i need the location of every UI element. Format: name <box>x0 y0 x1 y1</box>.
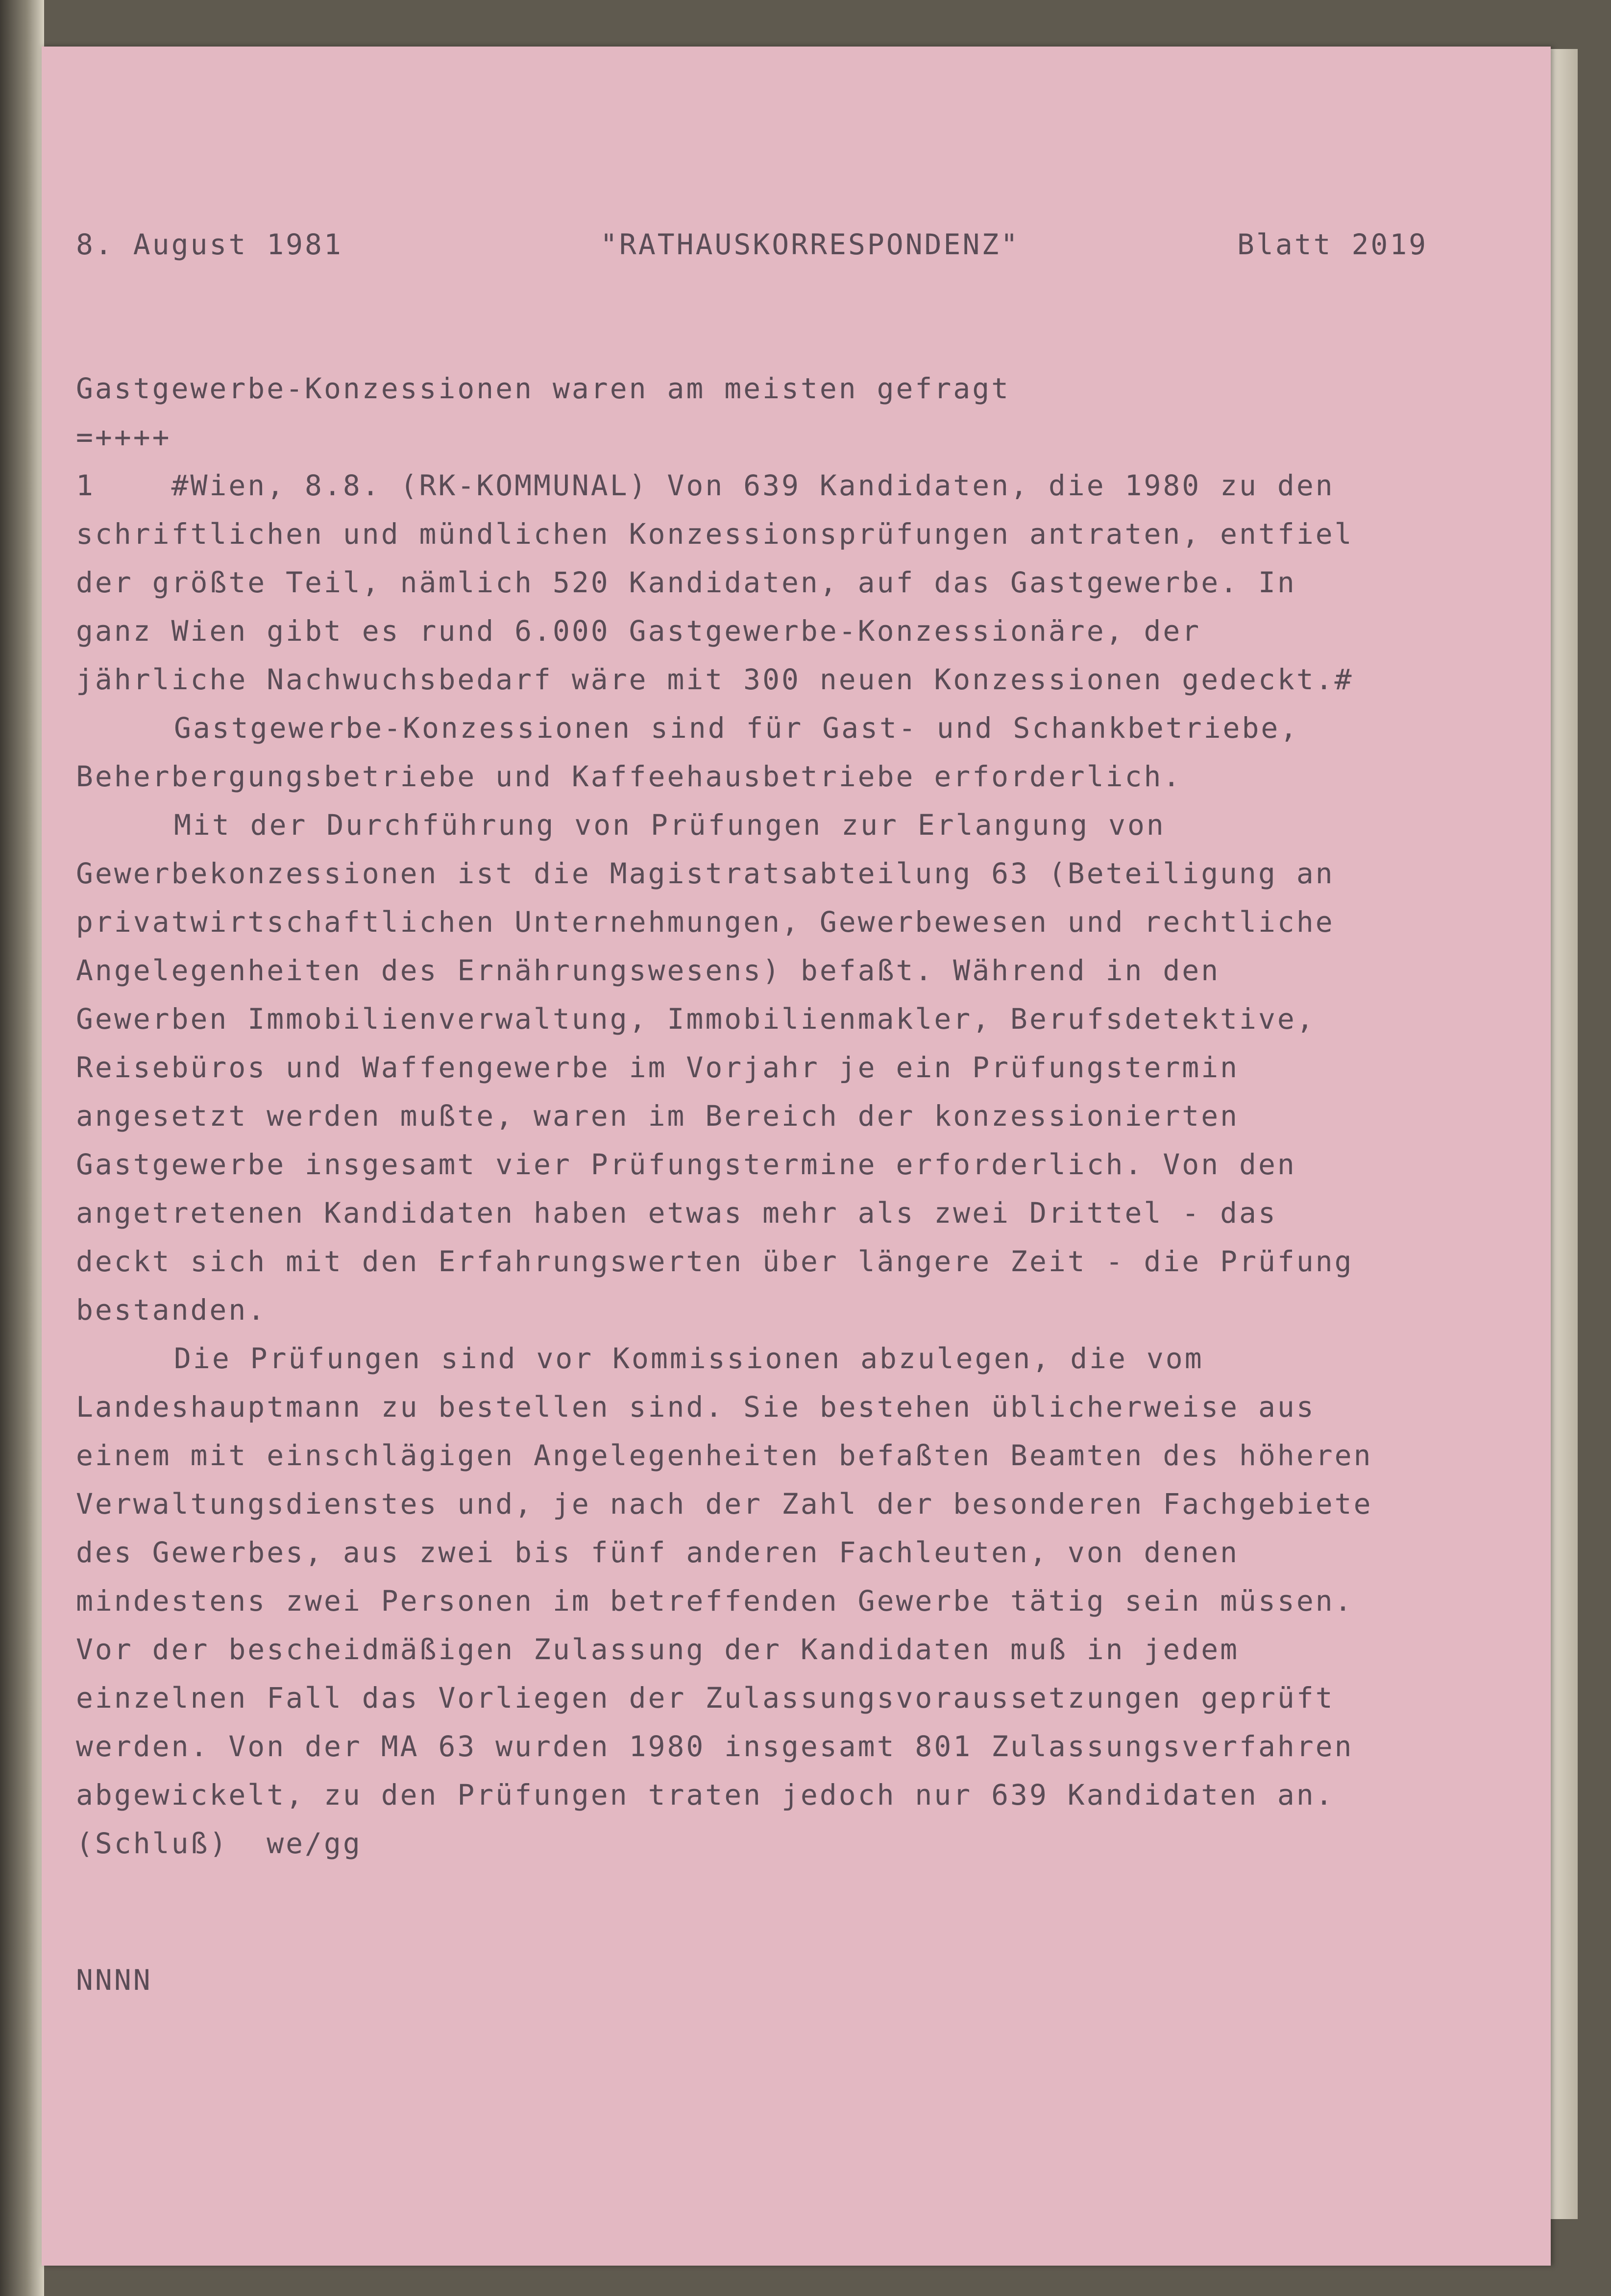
body-line: Angelegenheiten des Ernährungswesens) befaßt. Während in den <box>76 954 1220 987</box>
body-line: Landeshauptmann zu bestellen sind. Sie bestehen üblicherweise aus <box>76 1390 1316 1424</box>
body-line: Die Prüfungen sind vor Kommissionen abzulegen, die vom <box>174 1342 1204 1375</box>
body-line: Beherbergungsbetriebe und Kaffeehausbetriebe erforderlich. <box>76 760 1182 793</box>
body-line: der größte Teil, nämlich 520 Kandidaten, auf das Gastgewerbe. In <box>76 566 1296 599</box>
body-line: Gewerbekonzessionen ist die Magistratsabteilung 63 (Beteiligung an <box>76 857 1335 890</box>
body-line: privatwirtschaftlichen Unternehmungen, Gewerbewesen und rechtliche <box>76 905 1335 939</box>
body-line: einzelnen Fall das Vorliegen der Zulassungsvoraussetzungen geprüft <box>76 1681 1335 1715</box>
body-line: Mit der Durchführung von Prüfungen zur Erlangung von <box>174 808 1166 842</box>
body-line: Verwaltungsdienstes und, je nach der Zahl der besonderen Fachgebiete <box>76 1487 1373 1521</box>
body-line: jährliche Nachwuchsbedarf wäre mit 300 neuen Konzessionen gedeckt.# <box>76 663 1354 696</box>
body-line: angesetzt werden mußte, waren im Bereich der konzessionierten <box>76 1099 1240 1133</box>
body-line: Gastgewerbe-Konzessionen sind für Gast- und Schankbetriebe, <box>174 711 1299 745</box>
body-line: (Schluß) we/gg <box>76 1827 362 1860</box>
body-line: abgewickelt, zu den Prüfungen traten jedoch nur 639 Kandidaten an. <box>76 1778 1335 1812</box>
body-line: mindestens zwei Personen im betreffenden Gewerbe tätig sein müssen. <box>76 1584 1354 1618</box>
body-line: deckt sich mit den Erfahrungswerten über längere Zeit - die Prüfung <box>76 1245 1354 1278</box>
header-date: 8. August 1981 <box>76 228 343 261</box>
header-sheet-number: Blatt 2019 <box>1237 228 1428 261</box>
book-binding <box>0 0 44 2296</box>
body-line: 1 #Wien, 8.8. (RK-KOMMUNAL) Von 639 Kandidaten, die 1980 zu den <box>76 469 1335 502</box>
article-marker: =++++ <box>76 420 171 454</box>
body-line: einem mit einschlägigen Angelegenheiten befaßten Beamten des höheren <box>76 1439 1373 1472</box>
body-line: Vor der bescheidmäßigen Zulassung der Kandidaten muß in jedem <box>76 1633 1240 1666</box>
article-title: Gastgewerbe-Konzessionen waren am meisten gefragt <box>76 372 1011 405</box>
body-line: Gastgewerbe insgesamt vier Prüfungstermine erforderlich. Von den <box>76 1148 1296 1181</box>
header-publication: "RATHAUSKORRESPONDENZ" <box>600 228 1020 261</box>
end-mark: NNNN <box>76 1963 152 1997</box>
body-line: schriftlichen und mündlichen Konzessionsprüfungen antraten, entfiel <box>76 517 1354 551</box>
body-line: des Gewerbes, aus zwei bis fünf anderen Fachleuten, von denen <box>76 1536 1240 1569</box>
body-line: Gewerben Immobilienverwaltung, Immobilienmakler, Berufsdetektive, <box>76 1002 1316 1036</box>
body-line: bestanden. <box>76 1293 267 1327</box>
body-line: Reisebüros und Waffengewerbe im Vorjahr je ein Prüfungstermin <box>76 1051 1240 1084</box>
body-line: ganz Wien gibt es rund 6.000 Gastgewerbe-Konzessionäre, der <box>76 614 1201 648</box>
body-line: angetretenen Kandidaten haben etwas mehr als zwei Drittel - das <box>76 1196 1277 1230</box>
body-line: werden. Von der MA 63 wurden 1980 insgesamt 801 Zulassungsverfahren <box>76 1730 1354 1763</box>
